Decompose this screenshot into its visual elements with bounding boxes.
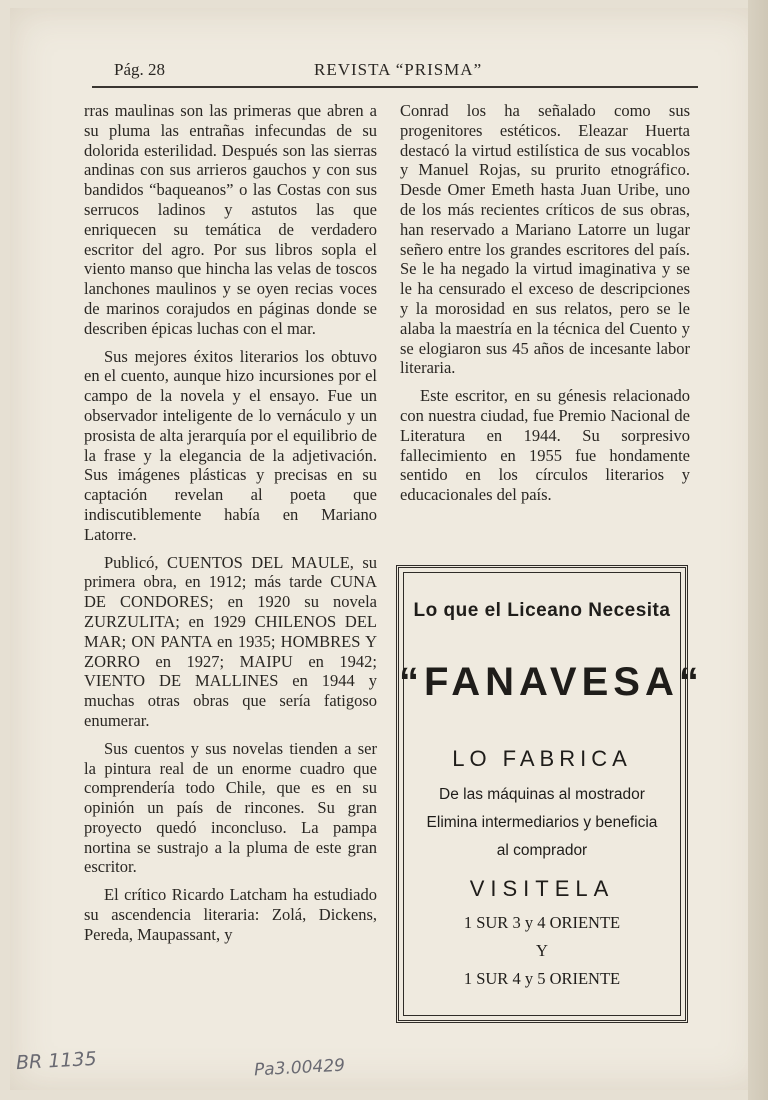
page-number: Pág. 28 <box>114 60 165 79</box>
ad-address: 1 SUR 3 y 4 ORIENTE <box>463 913 621 932</box>
ad-text-line: al comprador <box>496 842 588 859</box>
page-edge <box>748 0 768 1100</box>
ad-brand: “FANAVESA“ <box>399 660 704 704</box>
left-column <box>84 101 377 953</box>
ad-tagline: Lo que el Liceano Necesita <box>413 600 671 621</box>
paragraph: Sus mejores éxitos literarios los obtuvo en el cuento, aunque hizo incursiones por el campo de la novela y el ensayo. Fue un observador inteligente de lo vernáculo y un prosista de alta jerarquía por el equilibrio de la frase y la elegancia de la adjetivación. Sus imágenes plásticas y precisas en su captación revelan al poeta que indiscutiblemente había en Mariano Latorre. <box>84 346 377 544</box>
advertisement-box <box>396 565 704 1023</box>
paragraph: Publicó, CUENTOS DEL MAULE, su primera obra, en 1912; más tarde CUNA DE CONDORES; en 1920 su novela ZURZULITA; en 1929 CHILENOS DEL MAR; ON PANTA en 1935; HOMBRES Y ZORRO en 1927; MAIPU en 1942; VIENTO DE MALLINES en 1944 y muchas otras obras que sería fatigoso enumerar. <box>84 552 377 730</box>
paragraph: El crítico Ricardo Latcham ha estudiado su ascendencia literaria: Zolá, Dickens, Pereda, Maupassant, y <box>84 885 377 944</box>
paragraph: Este escritor, en su génesis relacionado con nuestra ciudad, fue Premio Nacional de Literatura en 1944. Su sorpresivo fallecimiento en 1955 fue hondamente sentido en los círculos literarios y educacionales del país. <box>400 386 690 505</box>
paragraph: rras maulinas son las primeras que abren a su pluma las entrañas infecundas de su dolorida esterilidad. Después son las sierras andinas con sus arrieros gauchos y con sus bandidos “baqueanos” o las Costas con sus serrucos ladinos y astutos las que enriquecen su temática de verdadero escritor del agro. Por sus libros sopla el viento manso que hincha las velas de toscos lanchones maulinos y se oyen recias voces de marinos corajudos en páginas donde se describen épicas luchas con el mar. <box>84 101 377 338</box>
magazine-title: REVISTA “PRISMA” <box>314 60 483 79</box>
paragraph: Sus cuentos y sus novelas tienden a ser la pintura real de un enorme cuadro que comprendería todo Chile, que es en su opinión un país de rincones. Su gran proyecto quedó inconcluso. La pampa nortina se sustrajo a la pluma de este gran escritor. <box>84 738 377 877</box>
paragraph: Conrad los ha señalado como sus progenitores estéticos. Eleazar Huerta destacó la virtud estilística de sus vocablos y Manuel Rojas, su prurito etnográfico. Desde Omer Emeth hasta Juan Uribe, uno de los más recientes críticos de sus obras, han reservado a Mariano Latorre un lugar señero entre los grandes escritores del país. Se le ha negado la virtud imaginativa y se le ha censurado el exceso de descripciones y la morosidad en sus relatos, pero se le alaba la maestría en la técnica del Cuento y se elogiaron sus 45 años de incesante labor literaria. <box>400 101 690 378</box>
ad-address-conjunction: Y <box>536 941 548 960</box>
right-column <box>400 101 690 513</box>
page-header <box>92 58 698 88</box>
ad-visitela: VISITELA <box>469 876 615 901</box>
handwritten-catalog-mark: Pa3.00429 <box>253 1055 346 1081</box>
ad-fabrica: LO FABRICA <box>452 746 632 771</box>
ad-text-line: De las máquinas al mostrador <box>439 786 645 803</box>
ad-address: 1 SUR 4 y 5 ORIENTE <box>463 969 621 988</box>
handwritten-catalog-mark: BR 1135 <box>15 1047 98 1075</box>
ad-text-line: Elimina intermediarios y beneficia <box>426 814 658 831</box>
